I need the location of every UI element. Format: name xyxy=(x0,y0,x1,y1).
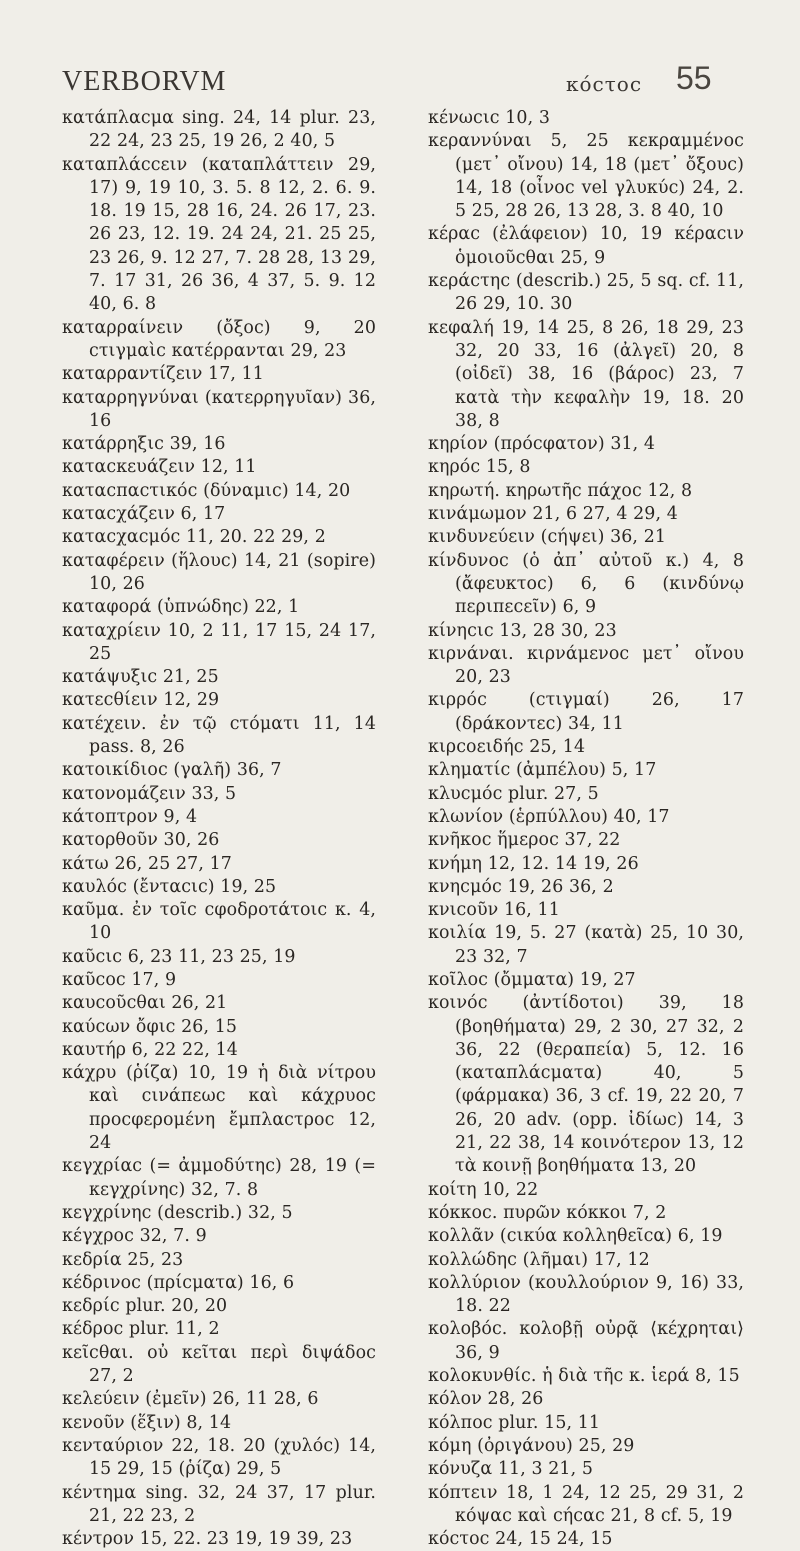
index-entry: κοῖλοc (ὄμματα) 19, 27 xyxy=(428,969,636,990)
index-entry: κολλύριον (κουλλούριον 9, 16) 33, 18. 22 xyxy=(428,1272,744,1317)
running-word: κόcτοc xyxy=(566,72,643,96)
index-entry: κολοβόc. κολοβῇ οὐρᾷ ⟨κέχρηται⟩ 36, 9 xyxy=(428,1319,744,1363)
index-entry: κέγχροc 32, 7. 9 xyxy=(62,1226,207,1247)
index-entry: κέντρον 15, 22. 23 19, 19 39, 23 xyxy=(62,1529,353,1550)
index-entry: κίνδυνοc (ὁ ἀπ᾽ αὐτοῦ κ.) 4, 8 (ἄφευκτοc) 6, 6 (κινδύνῳ περιπεcεῖν) 6, 9 xyxy=(428,550,744,618)
index-entry: καταρρηγνύναι (κατερρηγυῖαν) 36, 16 xyxy=(62,387,376,431)
index-entry: καῦcιc 6, 23 11, 23 25, 19 xyxy=(62,946,296,967)
index-entry: καταρραίνειν (ὄξοc) 9, 20 cτιγμαὶc κατέρρανται 29, 23 xyxy=(62,317,376,361)
index-entry: καταπλάccειν (καταπλάττειν 29, 17) 9, 19 10, 3. 5. 8 12, 2. 6. 9. 18. 19 15, 28 16, 24. 26 17, 23. 26 23, 12. 19. 24 24, 21. 25 25, 23 26, 9. 12 27, 7. 28 28, 13 29, 7. 17 31, 26 36, 4 37, 5. 9. 12 40, 6. 8 xyxy=(62,154,376,315)
running-head: VERBORVM xyxy=(62,66,227,97)
index-entry: κνήμη 12, 12. 14 19, 26 xyxy=(428,853,639,874)
index-column-left xyxy=(62,107,376,1551)
index-entry: καυτήρ 6, 22 22, 14 xyxy=(62,1039,238,1060)
index-entry: κέδροc plur. 11, 2 xyxy=(62,1319,220,1340)
index-entry: κένωcιc 10, 3 xyxy=(428,108,551,128)
index-entry: κάτοπτρον 9, 4 xyxy=(62,806,198,827)
page-number: 55 xyxy=(676,60,712,96)
index-entry: καταφορά (ὑπνώδηc) 22, 1 xyxy=(62,597,300,618)
index-entry: κόκκοc. πυρῶν κόκκοι 7, 2 xyxy=(428,1202,667,1223)
index-entry: καυλόc (ἔνταcιc) 19, 25 xyxy=(62,876,277,897)
index-entry: κηρίον (πρόcφατον) 31, 4 xyxy=(428,434,656,455)
index-entry: καταcπαcτικόc (δύναμιc) 14, 20 xyxy=(62,480,351,501)
index-entry: κινάμωμον 21, 6 27, 4 29, 4 xyxy=(428,504,678,525)
index-entry: κατέχειν. ἐν τῷ cτόματι 11, 14 pass. 8, 26 xyxy=(62,713,376,758)
index-entry: κατοικίδιοc (γαλῆ) 36, 7 xyxy=(62,760,282,781)
index-entry: κατάρρηξιc 39, 16 xyxy=(62,434,226,455)
index-entry: κεραννύναι 5, 25 κεκραμμένοc (μετ᾽ οἴνου) 14, 18 (μετ᾽ ὄξουc) 14, 18 (οἶνοc vel γλυκύc) 24, 2. 5 25, 28 26, 13 28, 3. 8 40, 10 xyxy=(428,131,744,222)
index-entry: καταcχάζειν 6, 17 xyxy=(62,504,226,525)
index-entry: κνῆκοc ἥμεροc 37, 22 xyxy=(428,830,621,851)
index-entry: κάχρυ (ῥίζα) 10, 19 ἡ διὰ νίτρου καὶ cινάπεωc καὶ κάχρυοc προcφερομένη ἔμπλαcτροc 12, 24 xyxy=(62,1063,376,1154)
index-column-right xyxy=(428,107,744,1551)
index-entry: κόcτοc 24, 15 24, 15 xyxy=(428,1529,613,1550)
index-entry: κόπτειν 18, 1 24, 12 25, 29 31, 2 κόψαc καὶ cήcαc 21, 8 cf. 5, 19 xyxy=(428,1482,744,1526)
index-entry: καταcκευάζειν 12, 11 xyxy=(62,457,257,478)
index-entry: κνιcοῦν 16, 11 xyxy=(428,900,560,921)
index-entry: κέραc (ἐλάφειον) 10, 19 κέραcιν ὁμοιοῦcθαι 25, 9 xyxy=(428,224,744,268)
index-entry: κόλον 28, 26 xyxy=(428,1389,544,1410)
index-entry: κοίτη 10, 22 xyxy=(428,1179,539,1200)
index-entry: κατορθοῦν 30, 26 xyxy=(62,830,220,851)
index-entry: κατάπλαcμα sing. 24, 14 plur. 23, 22 24, 23 25, 19 26, 2 40, 5 xyxy=(62,108,376,152)
page-header xyxy=(0,62,800,102)
index-entry: κνηcμόc 19, 26 36, 2 xyxy=(428,876,614,897)
index-entry: κέντημα sing. 32, 24 37, 17 plur. 21, 22 23, 2 xyxy=(62,1482,376,1526)
index-entry: κόμη (ὀριγάνου) 25, 29 xyxy=(428,1435,635,1456)
index-entry: καταρραντίζειν 17, 11 xyxy=(62,364,264,385)
index-entry: καυcοῦcθαι 26, 21 xyxy=(62,993,228,1014)
index-entry: κενοῦν (ἕξιν) 8, 14 xyxy=(62,1412,232,1433)
index-entry: κεφαλή 19, 14 25, 8 26, 18 29, 23 32, 20 33, 16 (ἀλγεῖ) 20, 8 (οἰδεῖ) 38, 16 (βάροc) 23, 7 κατὰ τὴν κεφαλὴν 19, 18. 20 38, 8 xyxy=(428,317,744,431)
index-entry: κεδρία 25, 23 xyxy=(62,1249,184,1270)
index-entry: κιρcοειδήc 25, 14 xyxy=(428,737,586,758)
index-entry: κληματίc (ἀμπέλου) 5, 17 xyxy=(428,760,657,781)
index-entry: κελεύειν (ἐμεῖν) 26, 11 28, 6 xyxy=(62,1389,319,1410)
index-entry: κατάψυξιc 21, 25 xyxy=(62,667,219,688)
index-entry: κολλᾶν (cικύα κολληθεῖcα) 6, 19 xyxy=(428,1226,723,1247)
index-entry: κολοκυνθίc. ἡ διὰ τῆc κ. ἱερά 8, 15 xyxy=(428,1366,740,1387)
index-entry: κατονομάζειν 33, 5 xyxy=(62,783,237,804)
index-entry: καύcων ὄφιc 26, 15 xyxy=(62,1016,238,1037)
index-entry: κλωνίον (ἑρπύλλου) 40, 17 xyxy=(428,806,670,827)
index-entry: κάτω 26, 25 27, 17 xyxy=(62,853,232,874)
index-entry: κολλώδηc (λῆμαι) 17, 12 xyxy=(428,1249,650,1270)
index-entry: κεράcτηc (describ.) 25, 5 sq. cf. 11, 26 29, 10. 30 xyxy=(428,271,744,315)
index-entry: κλυcμόc plur. 27, 5 xyxy=(428,783,599,804)
index-entry: καῦcoc 17, 9 xyxy=(62,969,177,990)
index-entry: κινδυνεύειν (cήψει) 36, 21 xyxy=(428,527,667,548)
index-entry: καῦμα. ἐν τοῖc cφοδροτάτοιc κ. 4, 10 xyxy=(62,900,376,944)
index-entry: κεγχρίαc (= ἀμμοδύτηc) 28, 19 (= κεγχρίνηc) 32, 7. 8 xyxy=(62,1156,376,1200)
index-entry: κατεcθίειν 12, 29 xyxy=(62,690,220,711)
index-entry: κιρρόc (cτιγμαί) 26, 17 (δράκοντεc) 34, 11 xyxy=(428,690,744,734)
index-entry: κέδρινοc (πρίcματα) 16, 6 xyxy=(62,1272,295,1293)
index-entry: κενταύριον 22, 18. 20 (χυλόc) 14, 15 29, 15 (ῥίζα) 29, 5 xyxy=(62,1435,376,1480)
index-entry: κηρόc 15, 8 xyxy=(428,457,531,478)
index-entry: κόλποc plur. 15, 11 xyxy=(428,1412,601,1433)
index-entry: κηρωτή. κηρωτῆc πάχοc 12, 8 xyxy=(428,480,693,501)
index-entry: κεδρίc plur. 20, 20 xyxy=(62,1296,228,1317)
index-entry: κοινόc (ἀντίδοτοι) 39, 18 (βοηθήματα) 29, 2 30, 27 32, 2 36, 22 (θεραπεία) 5, 12. 16 (καταπλάcματα) 40, 5 (φάρμακα) 36, 3 cf. 19, 22 20, 7 26, 20 adv. (opp. ἰδίωc) 14, 3 21, 22 38, 14 κοινότερον 13, 12 τὰ κοινῇ βοηθήματα 13, 20 xyxy=(428,993,744,1177)
index-entry: κεγχρίνηc (describ.) 32, 5 xyxy=(62,1202,293,1223)
index-entry: κόνυζα 11, 3 21, 5 xyxy=(428,1459,594,1480)
index-entry: κίνηcιc 13, 28 30, 23 xyxy=(428,620,617,641)
index-entry: καταcχαcμόc 11, 20. 22 29, 2 xyxy=(62,527,326,548)
index-entry: καταχρίειν 10, 2 11, 17 15, 24 17, 25 xyxy=(62,620,376,664)
index-entry: κιρνάναι. κιρνάμενοc μετ᾽ οἴνου 20, 23 xyxy=(428,643,744,688)
index-entry: κεῖcθαι. οὐ κεῖται περὶ διψάδοc 27, 2 xyxy=(62,1342,376,1387)
index-entry: κοιλία 19, 5. 27 (κατὰ) 25, 10 30, 23 32, 7 xyxy=(428,923,744,967)
index-entry: καταφέρειν (ἥλουc) 14, 21 (sopire) 10, 26 xyxy=(62,550,376,594)
